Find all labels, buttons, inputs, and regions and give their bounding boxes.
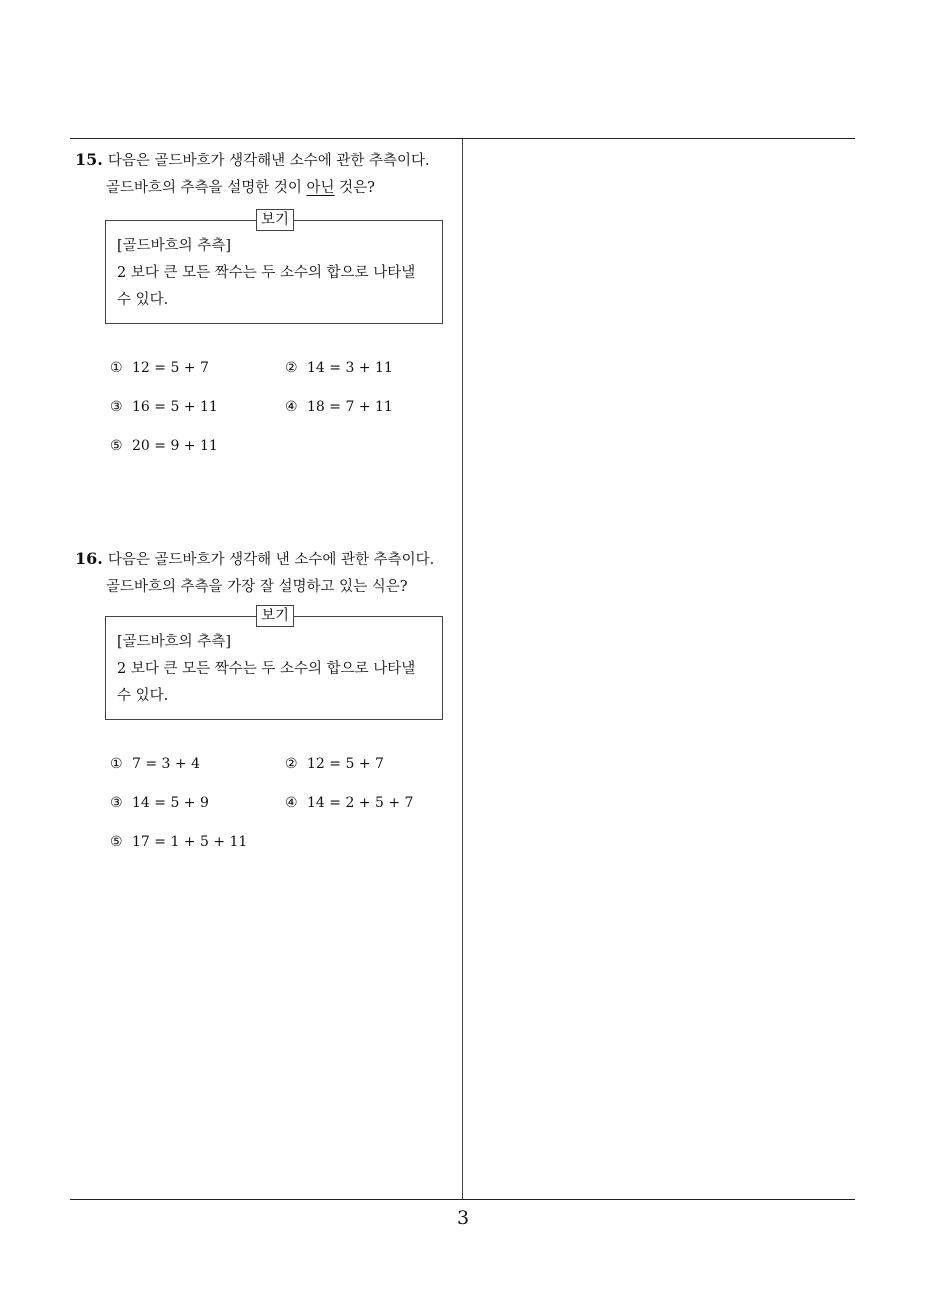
question-15	[75, 146, 460, 202]
underlined-word: 아닌	[306, 180, 335, 196]
choice-15-3[interactable]: ③ 16 = 5 + 11	[110, 399, 218, 415]
question-15-stem-line1: 15. 다음은 골드바흐가 생각해낸 소수에 관한 추측이다.	[75, 150, 430, 169]
choice-15-4[interactable]: ④ 18 = 7 + 11	[285, 399, 393, 415]
choice-16-1[interactable]: ① 7 = 3 + 4	[110, 756, 200, 772]
choice-15-1[interactable]: ① 12 = 5 + 7	[110, 360, 209, 376]
question-16	[75, 545, 460, 601]
choice-15-2[interactable]: ② 14 = 3 + 11	[285, 360, 393, 376]
bottom-rule	[70, 1199, 855, 1200]
question-16-stem-line2: 골드바흐의 추측을 가장 잘 설명하고 있는 식은?	[106, 579, 408, 595]
question-16-number: 16.	[75, 549, 103, 568]
choice-16-3[interactable]: ③ 14 = 5 + 9	[110, 795, 209, 811]
bogi-box	[105, 212, 443, 324]
question-15-stem-line2: 골드바흐의 추측을 설명한 것이 아닌 것은?	[106, 180, 375, 196]
choice-16-2[interactable]: ② 12 = 5 + 7	[285, 756, 384, 772]
question-16-stem-line1: 16. 다음은 골드바흐가 생각해 낸 소수에 관한 추측이다.	[75, 549, 435, 568]
page-number: 3	[456, 1207, 470, 1229]
choice-16-4[interactable]: ④ 14 = 2 + 5 + 7	[285, 795, 414, 811]
bogi-box	[105, 608, 443, 720]
choice-15-5[interactable]: ⑤ 20 = 9 + 11	[110, 438, 218, 454]
bogi-body: [골드바흐의 추측] 2 보다 큰 모든 짝수는 두 소수의 합으로 나타낼 수 있다.	[117, 238, 416, 308]
choice-16-5[interactable]: ⑤ 17 = 1 + 5 + 11	[110, 834, 248, 850]
bogi-title: 보기	[256, 605, 294, 627]
bogi-body: [골드바흐의 추측] 2 보다 큰 모든 짝수는 두 소수의 합으로 나타낼 수 있다.	[117, 634, 416, 704]
column-divider	[462, 139, 463, 1200]
question-15-number: 15.	[75, 150, 103, 169]
bogi-title: 보기	[256, 209, 294, 231]
